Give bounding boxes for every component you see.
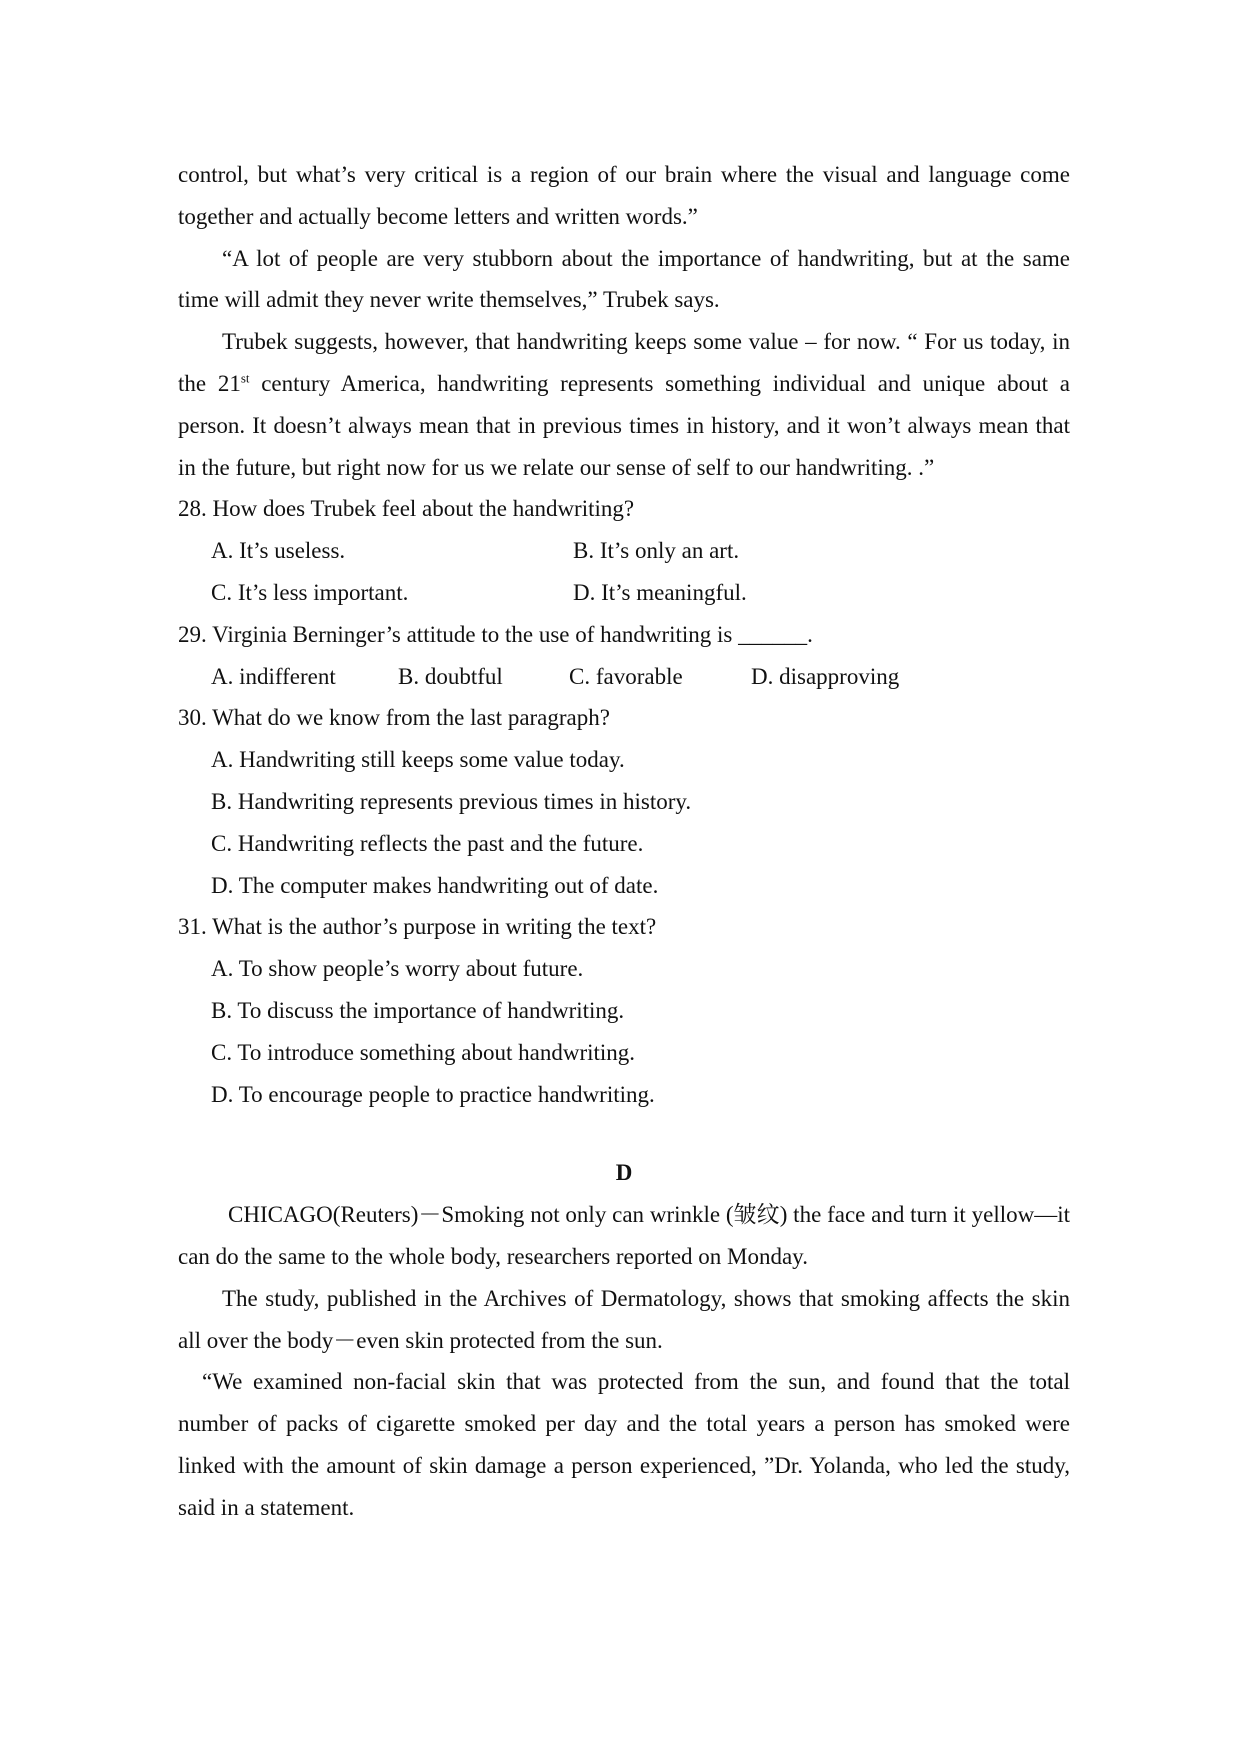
section-heading-d: D [615, 1160, 633, 1186]
passage-d-paragraph-2: The study, published in the Archives of Dermatology, shows that smoking affects the skin all over the body－even skin protected from the sun. [178, 1285, 1070, 1353]
paragraph-3-text-b: century America, handwriting represents something individual and unique about a person. It doesn’t always mean that in previous times in history, and it won’t always mean that in the future, but right now for us we relate our sense of self to our handwriting. .” [178, 370, 1070, 480]
question-30-option-b: B. Handwriting represents previous times in history. [211, 788, 692, 814]
question-30-option-d: D. The computer makes handwriting out of date. [211, 872, 659, 898]
question-29-options-row [178, 656, 1070, 698]
question-29-option-b: B. doubtful [398, 663, 503, 689]
question-29 [178, 614, 1070, 698]
question-28-option-b: B. It’s only an art. [573, 538, 740, 564]
question-31-option-c: C. To introduce something about handwriting. [211, 1039, 636, 1065]
question-30-stem: 30. What do we know from the last paragraph? [178, 705, 610, 731]
question-28-option-a: A. It’s useless. [211, 538, 346, 564]
question-28-stem: 28. How does Trubek feel about the handwriting? [178, 496, 635, 522]
question-28-options-row-2 [178, 572, 1070, 614]
question-30-option-c: C. Handwriting reflects the past and the future. [211, 830, 644, 856]
passage-c-paragraph-1: control, but what’s very critical is a region of our brain where the visual and language come together and actually become letters and written words.” [178, 162, 1070, 229]
document-page [178, 154, 1070, 1529]
question-30-option-a: A. Handwriting still keeps some value today. [211, 747, 625, 773]
question-31-option-d: D. To encourage people to practice handwriting. [211, 1081, 655, 1107]
passage-d-paragraph-3: “We examined non-facial skin that was protected from the sun, and found that the total number of packs of cigarette smoked per day and the total years a person has smoked were linked with the amount of skin damage a person experienced, ”Dr. Yolanda, who led the study, said in a statement. [178, 1369, 1070, 1520]
question-30 [178, 697, 1070, 906]
question-29-option-d: D. disapproving [751, 663, 900, 689]
question-31 [178, 906, 1070, 1115]
question-29-stem: 29. Virginia Berninger’s attitude to the use of handwriting is ______. [178, 621, 813, 647]
question-31-option-a: A. To show people’s worry about future. [211, 956, 584, 982]
question-29-option-a: A. indifferent [211, 663, 336, 689]
question-31-stem: 31. What is the author’s purpose in writing the text? [178, 914, 657, 940]
passage-d-paragraph-1: CHICAGO(Reuters)－Smoking not only can wrinkle (皱纹) the face and turn it yellow—it can do the same to the whole body, researchers reported on Monday. [178, 1202, 1070, 1269]
question-31-option-b: B. To discuss the importance of handwriting. [211, 997, 625, 1023]
passage-c-paragraph-3 [178, 321, 1070, 488]
question-28 [178, 488, 1070, 613]
paragraph-3-text-a: Trubek suggests, however, that handwriting keeps some value – for now. “ For us today, in the 21 [178, 329, 1070, 396]
passage-c-paragraph-2: “A lot of people are very stubborn about the importance of handwriting, but at the same time will admit they never write themselves,” Trubek says. [178, 245, 1070, 313]
question-28-options-row-1 [178, 530, 1070, 572]
question-28-option-c: C. It’s less important. [211, 579, 409, 605]
question-29-option-c: C. favorable [569, 663, 683, 689]
ordinal-suffix: st [240, 370, 250, 386]
question-28-option-d: D. It’s meaningful. [573, 579, 747, 605]
